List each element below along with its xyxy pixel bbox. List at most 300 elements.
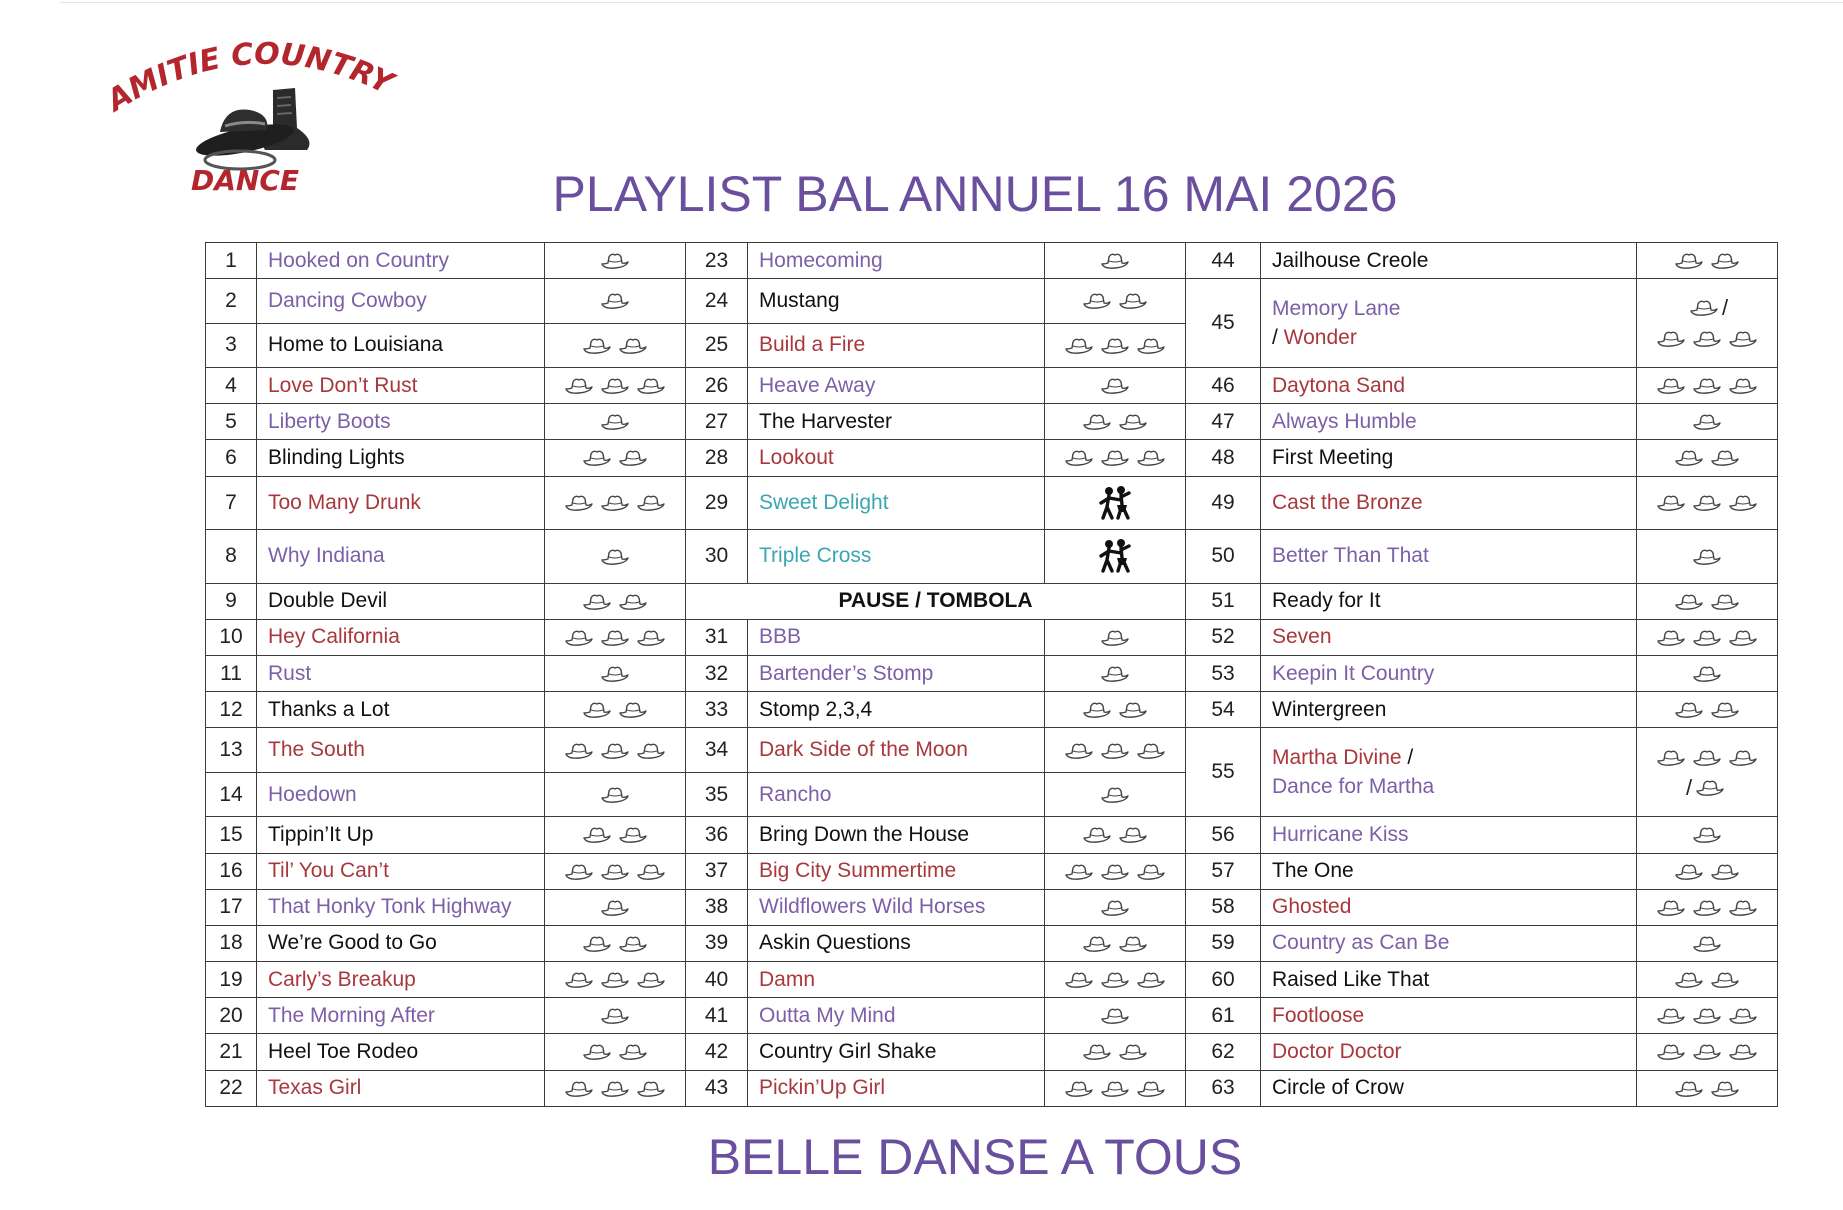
dance-title: Triple Cross	[748, 530, 1045, 584]
difficulty-level	[1045, 619, 1186, 655]
dance-title: Ready for It	[1261, 583, 1637, 619]
table-row	[206, 1070, 1778, 1106]
dance-number: 41	[686, 998, 748, 1034]
dance-number: 43	[686, 1070, 748, 1106]
cowboy-hat-icon	[1136, 741, 1166, 761]
difficulty-level	[1637, 853, 1778, 889]
cowboy-hat-icon	[582, 448, 612, 468]
cowboy-hat-icon	[1136, 970, 1166, 990]
cowboy-hat-icon	[1064, 741, 1094, 761]
cowboy-hat-icon	[636, 493, 666, 513]
cowboy-hat-icon	[636, 1079, 666, 1099]
cowboy-hat-icon	[1064, 448, 1094, 468]
cowboy-hat-icon	[618, 448, 648, 468]
cowboy-hat-icon	[600, 251, 630, 271]
dance-title: Too Many Drunk	[257, 476, 545, 530]
dance-title: Wintergreen	[1261, 692, 1637, 728]
cowboy-hat-icon	[582, 825, 612, 845]
dance-number: 49	[1186, 476, 1261, 530]
dance-title: Better Than That	[1261, 530, 1637, 584]
dance-number: 57	[1186, 853, 1261, 889]
cowboy-hat-icon	[600, 664, 630, 684]
dance-number: 61	[1186, 998, 1261, 1034]
dance-title: Doctor Doctor	[1261, 1034, 1637, 1070]
dance-title: Liberty Boots	[257, 404, 545, 440]
dance-title: Circle of Crow	[1261, 1070, 1637, 1106]
table-row	[206, 243, 1778, 279]
cowboy-hat-icon	[1692, 547, 1722, 567]
table-row	[206, 530, 1778, 584]
footer-message: BELLE DANSE A TOUS	[707, 1129, 1243, 1185]
dance-title: Lookout	[748, 440, 1045, 476]
cowboy-hat-icon	[636, 970, 666, 990]
difficulty-level	[545, 583, 686, 619]
difficulty-level	[545, 853, 686, 889]
dance-number: 29	[686, 476, 748, 530]
table-row	[206, 368, 1778, 404]
cowboy-hat-icon	[564, 493, 594, 513]
table-row	[206, 728, 1778, 772]
cowboy-hat-icon	[564, 628, 594, 648]
cowboy-hat-icon	[1118, 825, 1148, 845]
cowboy-hat-icon	[1692, 376, 1722, 396]
cowboy-hat-icon	[600, 376, 630, 396]
dance-title: Country as Can Be	[1261, 925, 1637, 961]
cowboy-hat-icon	[1692, 664, 1722, 684]
dance-title: Ghosted	[1261, 889, 1637, 925]
dance-number: 34	[686, 728, 748, 772]
dance-title: Texas Girl	[257, 1070, 545, 1106]
cowboy-hat-icon	[1100, 1079, 1130, 1099]
dance-title: Rancho	[748, 772, 1045, 816]
difficulty-level	[1637, 889, 1778, 925]
dance-number: 15	[206, 817, 257, 853]
cowboy-hat-icon	[1064, 336, 1094, 356]
difficulty-level	[1637, 817, 1778, 853]
difficulty-level	[1637, 619, 1778, 655]
dance-title: Raised Like That	[1261, 962, 1637, 998]
difficulty-level	[545, 817, 686, 853]
dance-title: Cast the Bronze	[1261, 476, 1637, 530]
difficulty-level	[545, 323, 686, 367]
difficulty-level	[1045, 476, 1186, 530]
dance-number: 45	[1186, 279, 1261, 368]
cowboy-hat-icon	[1100, 336, 1130, 356]
dance-number: 26	[686, 368, 748, 404]
cowboy-hat-icon	[1689, 298, 1719, 318]
cowboy-hat-icon	[1656, 1042, 1686, 1062]
dance-number: 20	[206, 998, 257, 1034]
cowboy-hat-icon	[1118, 934, 1148, 954]
dance-title: Bring Down the House	[748, 817, 1045, 853]
difficulty-level	[545, 476, 686, 530]
difficulty-level	[545, 998, 686, 1034]
dance-number: 14	[206, 772, 257, 816]
dance-number: 42	[686, 1034, 748, 1070]
dance-number: 47	[1186, 404, 1261, 440]
difficulty-level	[1637, 440, 1778, 476]
dance-number: 6	[206, 440, 257, 476]
dance-number: 11	[206, 656, 257, 692]
table-row	[206, 583, 1778, 619]
cowboy-hat-icon	[600, 628, 630, 648]
dance-title: Rust	[257, 656, 545, 692]
table-row	[206, 889, 1778, 925]
cowboy-hat-icon	[1710, 700, 1740, 720]
table-row	[206, 853, 1778, 889]
dance-title: Footloose	[1261, 998, 1637, 1034]
cowboy-hat-icon	[1674, 251, 1704, 271]
dance-number: 35	[686, 772, 748, 816]
table-row	[206, 962, 1778, 998]
cowboy-hat-icon	[1710, 448, 1740, 468]
cowboy-hat-icon	[1728, 748, 1758, 768]
difficulty-level	[1045, 925, 1186, 961]
cowboy-hat-icon	[1692, 1042, 1722, 1062]
cowboy-hat-icon	[564, 376, 594, 396]
table-row	[206, 817, 1778, 853]
dance-title: Dancing Cowboy	[257, 279, 545, 323]
dance-number: 13	[206, 728, 257, 772]
difficulty-level	[1637, 368, 1778, 404]
dance-number: 21	[206, 1034, 257, 1070]
dance-number: 38	[686, 889, 748, 925]
dance-title: Hey California	[257, 619, 545, 655]
dance-number: 16	[206, 853, 257, 889]
dance-title: BBB	[748, 619, 1045, 655]
dance-title: Daytona Sand	[1261, 368, 1637, 404]
logo-text-bottom: DANCE	[190, 164, 300, 197]
dance-title: Love Don’t Rust	[257, 368, 545, 404]
cowboy-hat-icon	[1692, 934, 1722, 954]
cowboy-hat-icon	[1100, 970, 1130, 990]
difficulty-level	[1637, 1070, 1778, 1106]
cowboy-hat-icon	[1692, 1006, 1722, 1026]
cowboy-hat-icon	[1728, 1006, 1758, 1026]
cowboy-hat-icon	[618, 592, 648, 612]
cowboy-hat-icon	[1064, 1079, 1094, 1099]
difficulty-level	[1045, 889, 1186, 925]
dance-number: 59	[1186, 925, 1261, 961]
difficulty-level	[545, 619, 686, 655]
dance-title: Hoedown	[257, 772, 545, 816]
dance-title: Big City Summertime	[748, 853, 1045, 889]
cowboy-hat-icon	[1136, 862, 1166, 882]
cowboy-hat-icon	[1656, 329, 1686, 349]
dance-number: 10	[206, 619, 257, 655]
difficulty-level	[1637, 692, 1778, 728]
cowboy-hat-icon	[1100, 862, 1130, 882]
difficulty-level	[1045, 368, 1186, 404]
dance-number: 7	[206, 476, 257, 530]
dance-title: Damn	[748, 962, 1045, 998]
difficulty-level	[545, 404, 686, 440]
cowboy-hat-icon	[1710, 251, 1740, 271]
difficulty-level	[545, 925, 686, 961]
cowboy-hat-icon	[564, 862, 594, 882]
cowboy-hat-icon	[1692, 493, 1722, 513]
cowboy-hat-icon	[1656, 493, 1686, 513]
table-row	[206, 440, 1778, 476]
dance-title: The South	[257, 728, 545, 772]
cowboy-hat-icon	[618, 700, 648, 720]
difficulty-level	[1045, 817, 1186, 853]
cowboy-hat-icon	[1656, 1006, 1686, 1026]
difficulty-level	[545, 1070, 686, 1106]
difficulty-level	[545, 656, 686, 692]
cowboy-hat-icon	[618, 1042, 648, 1062]
difficulty-level	[1045, 1070, 1186, 1106]
dance-title: Homecoming	[748, 243, 1045, 279]
dance-title: Sweet Delight	[748, 476, 1045, 530]
difficulty-level	[545, 1034, 686, 1070]
difficulty-level	[1045, 279, 1186, 323]
cowboy-hat-icon	[1710, 592, 1740, 612]
difficulty-level	[1637, 530, 1778, 584]
cowboy-hat-icon	[636, 741, 666, 761]
table-row	[206, 692, 1778, 728]
difficulty-level	[1637, 925, 1778, 961]
cowboy-hat-icon	[600, 785, 630, 805]
difficulty-level	[1637, 243, 1778, 279]
dance-title: Hurricane Kiss	[1261, 817, 1637, 853]
cowboy-hat-icon	[1100, 785, 1130, 805]
dance-number: 2	[206, 279, 257, 323]
cowboy-hat-icon	[1118, 1042, 1148, 1062]
dance-title: We’re Good to Go	[257, 925, 545, 961]
dance-title: Wildflowers Wild Horses	[748, 889, 1045, 925]
svg-text:AMITIE COUNTRY	[105, 40, 401, 120]
difficulty-level	[545, 368, 686, 404]
dance-number: 5	[206, 404, 257, 440]
dance-number: 27	[686, 404, 748, 440]
cowboy-hat-icon	[636, 628, 666, 648]
difficulty-level	[1045, 998, 1186, 1034]
cowboy-hat-icon	[1100, 448, 1130, 468]
dance-number: 48	[1186, 440, 1261, 476]
cowboy-hat-icon	[1136, 1079, 1166, 1099]
dance-number: 31	[686, 619, 748, 655]
cowboy-hat-icon	[1692, 329, 1722, 349]
cowboy-hat-icon	[1100, 664, 1130, 684]
cowboy-hat-icon	[1136, 448, 1166, 468]
table-row	[206, 404, 1778, 440]
difficulty-level	[1637, 583, 1778, 619]
difficulty-level	[545, 962, 686, 998]
dance-title: Stomp 2,3,4	[748, 692, 1045, 728]
dance-number: 3	[206, 323, 257, 367]
cowboy-hat-icon	[1100, 251, 1130, 271]
cowboy-hat-icon	[600, 412, 630, 432]
cowboy-hat-icon	[1082, 291, 1112, 311]
dance-number: 46	[1186, 368, 1261, 404]
dance-title: Mustang	[748, 279, 1045, 323]
dance-title: First Meeting	[1261, 440, 1637, 476]
top-divider	[60, 2, 1843, 3]
dance-title: Hooked on Country	[257, 243, 545, 279]
cowboy-hat-icon	[1118, 700, 1148, 720]
cowboy-hat-icon	[582, 1042, 612, 1062]
dance-number: 36	[686, 817, 748, 853]
dance-title	[1261, 279, 1637, 368]
dance-number: 63	[1186, 1070, 1261, 1106]
cowboy-hat-icon	[1728, 329, 1758, 349]
dance-number: 24	[686, 279, 748, 323]
cowboy-hat-icon	[1674, 448, 1704, 468]
dance-number: 37	[686, 853, 748, 889]
difficulty-level	[1045, 772, 1186, 816]
cowboy-hat-icon	[1674, 700, 1704, 720]
cowboy-hat-icon	[600, 493, 630, 513]
dance-title: Dark Side of the Moon	[748, 728, 1045, 772]
dance-title: Country Girl Shake	[748, 1034, 1045, 1070]
dance-number: 30	[686, 530, 748, 584]
cowboy-hat-icon	[1710, 862, 1740, 882]
dance-title: Why Indiana	[257, 530, 545, 584]
difficulty-level	[545, 279, 686, 323]
difficulty-level	[545, 530, 686, 584]
cowboy-hat-icon	[1674, 592, 1704, 612]
dance-title: Askin Questions	[748, 925, 1045, 961]
difficulty-level	[1637, 962, 1778, 998]
cowboy-hat-icon	[636, 376, 666, 396]
difficulty-level	[545, 692, 686, 728]
dance-number: 54	[1186, 692, 1261, 728]
dance-number: 52	[1186, 619, 1261, 655]
difficulty-level	[545, 440, 686, 476]
cowboy-hat-icon	[1692, 748, 1722, 768]
difficulty-level	[1637, 404, 1778, 440]
difficulty-level	[1045, 728, 1186, 772]
dance-number: 8	[206, 530, 257, 584]
dance-title: Pickin’Up Girl	[748, 1070, 1045, 1106]
cowboy-hat-icon	[1674, 970, 1704, 990]
dance-number: 9	[206, 583, 257, 619]
cowboy-hat-icon	[618, 934, 648, 954]
dance-title: The Morning After	[257, 998, 545, 1034]
cowboy-hat-icon	[1064, 970, 1094, 990]
cowboy-hat-icon	[582, 700, 612, 720]
dance-title: Always Humble	[1261, 404, 1637, 440]
dance-number: 33	[686, 692, 748, 728]
dance-title: The One	[1261, 853, 1637, 889]
dance-number: 39	[686, 925, 748, 961]
cowboy-hat-icon	[1728, 628, 1758, 648]
dance-title-part: Wonder	[1283, 326, 1357, 350]
dance-title: Carly’s Breakup	[257, 962, 545, 998]
cowboy-hat-icon	[618, 336, 648, 356]
cowboy-hat-icon	[1728, 898, 1758, 918]
difficulty-level	[1637, 998, 1778, 1034]
difficulty-level	[1045, 853, 1186, 889]
cowboy-hat-icon	[1082, 700, 1112, 720]
playlist-table	[205, 242, 1777, 1107]
dance-title: Til’ You Can’t	[257, 853, 545, 889]
cowboy-hat-icon	[600, 741, 630, 761]
cowboy-hat-icon	[1118, 291, 1148, 311]
cowboy-hat-icon	[1674, 862, 1704, 882]
cowboy-hat-icon	[618, 825, 648, 845]
cowboy-hat-icon	[1695, 778, 1725, 798]
cowboy-hat-icon	[1656, 898, 1686, 918]
cowboy-hat-icon	[600, 1006, 630, 1026]
table-row	[206, 656, 1778, 692]
dance-title: Keepin It Country	[1261, 656, 1637, 692]
difficulty-level	[1045, 1034, 1186, 1070]
cowboy-hat-icon	[1118, 412, 1148, 432]
cowboy-hat-icon	[564, 970, 594, 990]
cowboy-hat-icon	[1100, 376, 1130, 396]
dance-number: 56	[1186, 817, 1261, 853]
dance-number: 28	[686, 440, 748, 476]
cowboy-hat-icon	[1656, 628, 1686, 648]
cowboy-hat-icon	[1064, 862, 1094, 882]
dance-number: 32	[686, 656, 748, 692]
dance-number: 50	[1186, 530, 1261, 584]
dance-number: 18	[206, 925, 257, 961]
cowboy-hat-icon	[1082, 825, 1112, 845]
difficulty-level	[1045, 243, 1186, 279]
dance-number: 25	[686, 323, 748, 367]
cowboy-hat-icon	[636, 862, 666, 882]
difficulty-level	[1637, 476, 1778, 530]
dance-title: Bartender’s Stomp	[748, 656, 1045, 692]
couple-dance-icon	[1097, 485, 1133, 521]
dance-title: That Honky Tonk Highway	[257, 889, 545, 925]
cowboy-hat-icon	[582, 592, 612, 612]
table-row	[206, 925, 1778, 961]
cowboy-hat-icon	[1674, 1079, 1704, 1099]
difficulty-level	[1045, 530, 1186, 584]
couple-dance-icon	[1097, 538, 1133, 574]
cowboy-hat-icon	[600, 291, 630, 311]
difficulty-level	[1045, 440, 1186, 476]
cowboy-hat-icon	[600, 970, 630, 990]
dance-number: 58	[1186, 889, 1261, 925]
cowboy-hat-icon	[582, 934, 612, 954]
difficulty-level	[545, 728, 686, 772]
difficulty-level	[545, 772, 686, 816]
cowboy-hat-icon	[1710, 970, 1740, 990]
table-row	[206, 619, 1778, 655]
logo-text-top: MITIE COUNTRY	[122, 40, 399, 107]
dance-number: 22	[206, 1070, 257, 1106]
dance-number: 60	[1186, 962, 1261, 998]
cowboy-hat-icon	[600, 862, 630, 882]
dance-number: 12	[206, 692, 257, 728]
dance-number: 40	[686, 962, 748, 998]
dance-title: Double Devil	[257, 583, 545, 619]
dance-title: Tippin’It Up	[257, 817, 545, 853]
cowboy-hat-icon	[1710, 1079, 1740, 1099]
cowboy-hat-icon	[1100, 741, 1130, 761]
dance-title-part: Dance for Martha	[1272, 775, 1435, 799]
dance-number: 62	[1186, 1034, 1261, 1070]
cowboy-hat-icon	[1100, 898, 1130, 918]
cowboy-hat-icon	[1656, 376, 1686, 396]
cowboy-hat-icon	[600, 547, 630, 567]
cowboy-hat-icon	[1692, 628, 1722, 648]
difficulty-level	[1045, 692, 1186, 728]
difficulty-level: /	[1637, 728, 1778, 817]
dance-title: Heel Toe Rodeo	[257, 1034, 545, 1070]
page-title: PLAYLIST BAL ANNUEL 16 MAI 2026	[552, 166, 1398, 222]
dance-number: 1	[206, 243, 257, 279]
cowboy-hat-icon	[1136, 336, 1166, 356]
cowboy-hat-icon	[1692, 825, 1722, 845]
cowboy-hat-icon	[1728, 1042, 1758, 1062]
cowboy-hat-icon	[564, 1079, 594, 1099]
